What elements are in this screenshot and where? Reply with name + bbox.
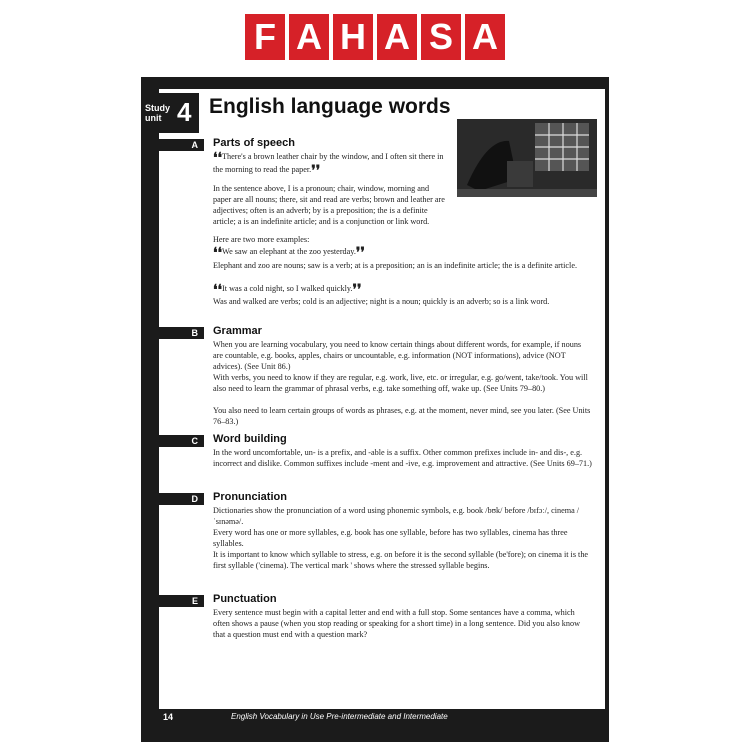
section-b-text2: With verbs, you need to know if they are regular, e.g. work, live, etc. or irregular, e.g. go/went, take/took. You will also need to learn the grammar of phrasal verbs, e.g. take something off, wake up. (See Units 79–80.) [213, 373, 588, 393]
book-page [141, 77, 609, 742]
section-b-bar [141, 327, 204, 339]
section-d-text2: Every word has one or more syllables, e.g. book has one syllable, before has two syllables, cinema has three syllables. [213, 528, 568, 548]
unit-label-line2: unit [145, 113, 162, 123]
section-a-text: In the sentence above, I is a pronoun; chair, window, morning and paper are all nouns; there, sit and read are verbs; brown and leather are adjectives; often is an adverb; by is a preposition; the is a definite article; a is an indefinite article; and is a conjunction or link word. [213, 184, 445, 226]
section-c-title: Word building [213, 433, 287, 445]
section-b-letter: B [191, 328, 198, 338]
logo-letter: A [377, 14, 417, 60]
chair-window-illustration [457, 119, 597, 197]
unit-number: 4 [177, 97, 192, 127]
section-e-title: Punctuation [213, 593, 277, 605]
page-title: English language words [209, 95, 451, 118]
section-e-bar [141, 595, 204, 607]
section-e-letter: E [191, 596, 198, 606]
section-a-text3: Was and walked are verbs; cold is an adjective; night is a noun; quickly is an adverb; so is a link word. [213, 297, 550, 306]
section-a-quote2-text: We saw an elephant at the zoo yesterday. [222, 247, 356, 256]
unit-label [145, 103, 170, 123]
section-a-text2: Elephant and zoo are nouns; saw is a verb; at is a preposition; an is an indefinite article; the is a definite article. [213, 261, 577, 270]
section-a-bar [141, 139, 204, 151]
section-d-text3: It is important to know which syllable to stress, e.g. on before it is the second syllable (be'fore); on cinema it is the first syllable ('cinema). The vertical mark ' shows where the stressed syllable begins. [213, 550, 589, 570]
section-a-examples-intro: Here are two more examples: [213, 235, 310, 244]
logo-letter: A [289, 14, 329, 60]
section-a-quote2: ❛❛We saw an elephant at the zoo yesterday.❜❜ [213, 246, 365, 261]
section-e-text: Every sentence must begin with a capital letter and end with a full stop. Some sentances have a comma, which often shows a pause (when you stop reading or speaking for a short time) in a long sentence. Did you also know that a question must end with a question mark? [213, 608, 580, 639]
section-a-quote3: ❛❛It was a cold night, so I walked quickly.❜❜ [213, 283, 362, 298]
fahasa-logo [245, 14, 507, 60]
page-sheet [145, 89, 605, 722]
section-d-text1: Dictionaries show the pronunciation of a word using phonemic symbols, e.g. book /bʊk/ before /bɪfɔː/, cinema /ˈsɪnəmə/. [213, 506, 580, 526]
section-b-text3: You also need to learn certain groups of words as phrases, e.g. at the moment, never mind, see you later. (See Units 76–83.) [213, 406, 591, 426]
section-d-bar [141, 493, 204, 505]
logo-letter: H [333, 14, 373, 60]
section-a-letter: A [191, 140, 198, 150]
section-d-title: Pronunciation [213, 491, 287, 503]
logo-letter: A [465, 14, 505, 60]
section-a-title: Parts of speech [213, 137, 295, 149]
logo-letter: F [245, 14, 285, 60]
section-b-title: Grammar [213, 325, 262, 337]
unit-badge [141, 93, 199, 133]
section-c-bar [141, 435, 204, 447]
section-b-text1: When you are learning vocabulary, you need to know certain things about different words, for example, if nouns are countable, e.g. books, apples, chairs or uncountable, e.g. information (NOT informations), advice (NOT advices). (See Unit 86.) [213, 340, 582, 371]
section-a-quote3-text: It was a cold night, so I walked quickly. [222, 284, 353, 293]
page-number: 14 [163, 712, 174, 722]
section-d-letter: D [191, 494, 198, 504]
section-a-quote1-text: There's a brown leather chair by the window, and I often sit there in the morning to read the paper. [213, 152, 444, 174]
section-a-quote1: ❛❛There's a brown leather chair by the window, and I often sit there in the morning to read the paper.❜❜ [213, 151, 444, 179]
unit-label-line1: Study [145, 103, 171, 113]
section-c-text: In the word uncomfortable, un- is a prefix, and -able is a suffix. Other common prefixes include in- and dis-, e.g. incorrect and dislike. Common suffixes include -ment and -ive, e.g. improvement and attractive. (See Units 69–71.) [213, 448, 592, 468]
page-footer [159, 709, 605, 729]
logo-letter: S [421, 14, 461, 60]
book-title: English Vocabulary in Use Pre-intermediate and Intermediate [231, 712, 448, 721]
section-c-letter: C [191, 436, 198, 446]
